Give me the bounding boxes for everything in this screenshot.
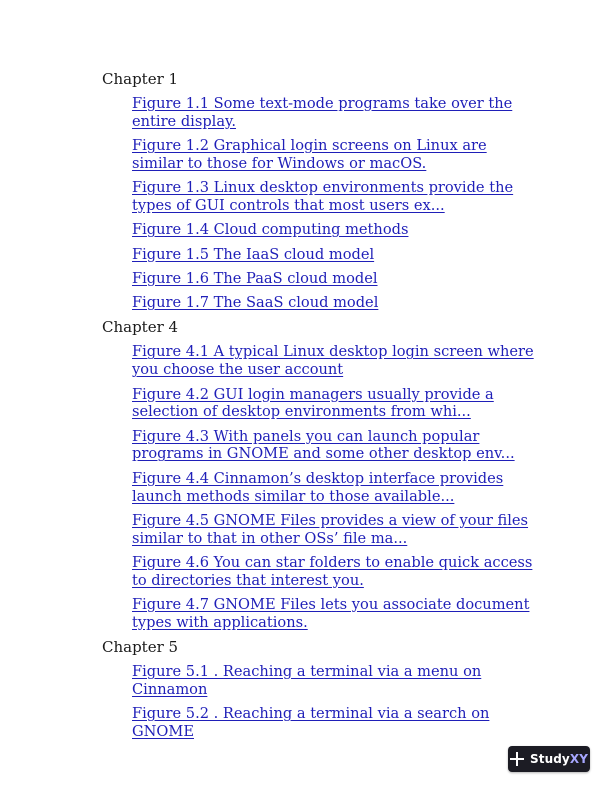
list-item: [132, 179, 542, 215]
list-item: [132, 705, 542, 741]
figure-link-4-6[interactable]: Figure 4.6 You can star folders to enable quick access to directories that interest you.: [132, 553, 533, 589]
list-item: [132, 386, 542, 422]
list-item: [132, 512, 542, 548]
figure-link-1-1[interactable]: Figure 1.1 Some text-mode programs take over the entire display.: [132, 95, 513, 130]
list-item: [132, 343, 542, 379]
studyxy-badge[interactable]: [508, 746, 590, 772]
chapter-1-section: [102, 70, 542, 312]
chapter-4-section: [102, 318, 542, 631]
plus-icon: [510, 752, 524, 766]
badge-brand: [530, 752, 588, 766]
figure-link-5-2[interactable]: Figure 5.2 . Reaching a terminal via a search on GNOME: [132, 705, 490, 741]
figure-link-4-2[interactable]: Figure 4.2 GUI login managers usually provide a selection of desktop environments from whi...: [132, 385, 494, 421]
figure-link-4-1[interactable]: Figure 4.1 A typical Linux desktop login screen where you choose the user account: [132, 343, 534, 379]
figure-list: [102, 343, 542, 631]
figure-link-4-4[interactable]: Figure 4.4 Cinnamon’s desktop interface provides launch methods similar to those available...: [132, 469, 504, 505]
list-item: [132, 470, 542, 506]
figure-link-1-6[interactable]: Figure 1.6 The PaaS cloud model: [132, 269, 378, 287]
list-item: [132, 663, 542, 699]
figure-link-1-5[interactable]: Figure 1.5 The IaaS cloud model: [132, 245, 375, 263]
figure-link-4-5[interactable]: Figure 4.5 GNOME Files provides a view of your files similar to that in other OSs’ file ma...: [132, 511, 529, 547]
figure-list: [102, 663, 542, 741]
figure-list: [102, 95, 542, 312]
figure-link-4-3[interactable]: Figure 4.3 With panels you can launch popular programs in GNOME and some other desktop env...: [132, 427, 515, 463]
list-item: [132, 428, 542, 464]
figure-link-1-2[interactable]: Figure 1.2 Graphical login screens on Linux are similar to those for Windows or macOS.: [132, 137, 487, 172]
chapter-5-section: [102, 638, 542, 741]
chapter-heading: Chapter 5: [102, 638, 179, 657]
list-item: [132, 221, 542, 239]
chapter-heading: Chapter 4: [102, 318, 179, 337]
figure-link-5-1[interactable]: Figure 5.1 . Reaching a terminal via a menu on Cinnamon: [132, 663, 482, 698]
list-item: [132, 270, 542, 288]
list-item: [132, 246, 542, 264]
list-item: [132, 554, 542, 590]
figure-link-1-3[interactable]: Figure 1.3 Linux desktop environments provide the types of GUI controls that most users ex...: [132, 179, 514, 214]
list-item: [132, 294, 542, 312]
figure-link-4-7[interactable]: Figure 4.7 GNOME Files lets you associate document types with applications.: [132, 596, 530, 631]
badge-brand-main: Study: [530, 752, 570, 766]
list-item: [132, 137, 542, 173]
list-item: [132, 596, 542, 632]
chapter-heading: Chapter 1: [102, 70, 179, 88]
figure-index: [102, 70, 542, 747]
figure-link-1-4[interactable]: Figure 1.4 Cloud computing methods: [132, 221, 409, 239]
figure-link-1-7[interactable]: Figure 1.7 The SaaS cloud model: [132, 294, 379, 312]
badge-brand-accent: XY: [569, 752, 588, 766]
list-item: [132, 95, 542, 131]
